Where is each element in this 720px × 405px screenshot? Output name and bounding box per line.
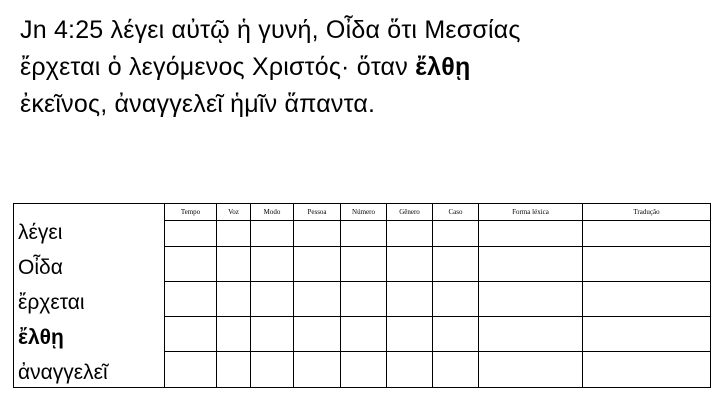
voz-cell[interactable] [217,352,251,388]
genero-cell[interactable] [387,221,433,247]
pessoa-cell[interactable] [294,352,341,388]
modo-cell[interactable] [251,352,294,388]
parsing-table [13,203,711,388]
caso-cell[interactable] [433,317,479,352]
header-tempo: Tempo [165,204,217,221]
pessoa-cell[interactable] [294,221,341,247]
tempo-cell[interactable] [165,317,217,352]
modo-cell[interactable] [251,221,294,247]
voz-cell[interactable] [217,317,251,352]
voz-cell[interactable] [217,282,251,317]
forma-lexica-cell[interactable] [479,247,583,282]
modo-cell[interactable] [251,282,294,317]
tempo-cell[interactable] [165,221,217,247]
traducao-cell[interactable] [583,317,711,352]
numero-cell[interactable] [341,221,387,247]
header-forma-lexica: Forma léxica [479,204,583,221]
passage-line-2-text: ἔρχεται ὁ λεγόμενος Χριστός· ὅταν [20,53,416,81]
greek-passage [20,12,710,123]
header-genero: Gênero [387,204,433,221]
genero-cell[interactable] [387,352,433,388]
genero-cell[interactable] [387,282,433,317]
pessoa-cell[interactable] [294,247,341,282]
passage-line-2 [20,49,710,86]
header-word [14,204,165,221]
header-caso: Caso [433,204,479,221]
numero-cell[interactable] [341,317,387,352]
caso-cell[interactable] [433,352,479,388]
table-row [14,317,711,352]
genero-cell[interactable] [387,247,433,282]
numero-cell[interactable] [341,247,387,282]
voz-cell[interactable] [217,221,251,247]
table-row [14,221,711,247]
pessoa-cell[interactable] [294,282,341,317]
modo-cell[interactable] [251,317,294,352]
passage-highlight-word: ἔλθῃ [415,53,471,81]
forma-lexica-cell[interactable] [479,352,583,388]
word-cell: ἔλθῃ [14,317,165,352]
caso-cell[interactable] [433,282,479,317]
tempo-cell[interactable] [165,282,217,317]
pessoa-cell[interactable] [294,317,341,352]
word-cell: ἀναγγελεῖ [14,352,165,388]
header-voz: Voz [217,204,251,221]
header-modo: Modo [251,204,294,221]
table-header-row [14,204,711,221]
forma-lexica-cell[interactable] [479,221,583,247]
traducao-cell[interactable] [583,221,711,247]
modo-cell[interactable] [251,247,294,282]
word-cell: λέγει [14,221,165,247]
numero-cell[interactable] [341,352,387,388]
header-numero: Número [341,204,387,221]
traducao-cell[interactable] [583,352,711,388]
forma-lexica-cell[interactable] [479,282,583,317]
genero-cell[interactable] [387,317,433,352]
header-traducao: Tradução [583,204,711,221]
voz-cell[interactable] [217,247,251,282]
numero-cell[interactable] [341,282,387,317]
tempo-cell[interactable] [165,352,217,388]
header-pessoa: Pessoa [294,204,341,221]
passage-line-1: Jn 4:25 λέγει αὐτῷ ἡ γυνή, Οἶδα ὅτι Μεσσίας [20,16,521,44]
caso-cell[interactable] [433,221,479,247]
table-row [14,282,711,317]
word-cell: Οἶδα [14,247,165,282]
passage-line-3: ἐκεῖνος, ἀναγγελεῖ ἡμῖν ἅπαντα. [20,90,376,118]
caso-cell[interactable] [433,247,479,282]
word-cell: ἔρχεται [14,282,165,317]
table-row [14,352,711,388]
forma-lexica-cell[interactable] [479,317,583,352]
tempo-cell[interactable] [165,247,217,282]
traducao-cell[interactable] [583,247,711,282]
table-row [14,247,711,282]
traducao-cell[interactable] [583,282,711,317]
